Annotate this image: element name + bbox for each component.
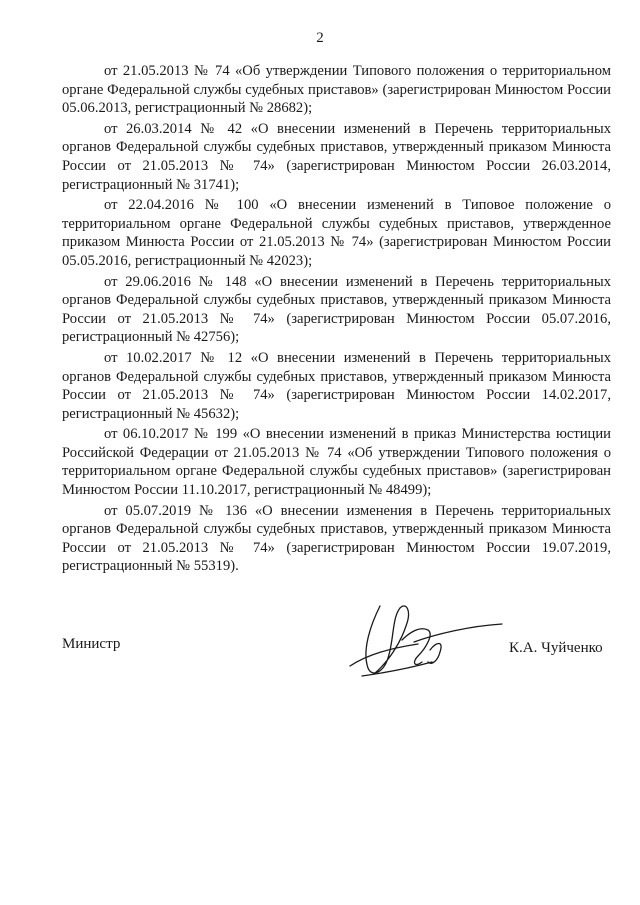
signatory-title: Министр xyxy=(62,636,121,652)
handwritten-signature xyxy=(340,596,510,686)
document-body xyxy=(62,62,611,578)
list-item: от 10.02.2017 № 12 «О внесении изменений в Перечень территориальных органов Федеральной службы судебных приставов, утвержденный приказом Минюста России от 21.05.2013 № 74» (зарегистрирован Минюстом России 14.02.2017, регистрационный № 45632); xyxy=(62,349,611,422)
list-item: от 06.10.2017 № 199 «О внесении изменений в приказ Министерства юстиции Российской Федерации от 21.05.2013 № 74 «Об утверждении Типового положения о территориальном органе Федеральной службы судебных приставов» (зарегистрирован Минюстом России 11.10.2017, регистрационный № 48499); xyxy=(62,426,611,499)
list-item: от 21.05.2013 № 74 «Об утверждении Типового положения о территориальном органе Федеральной службы судебных приставов» (зарегистрирован Минюстом России 05.06.2013, регистрационный № 28682); xyxy=(62,63,611,117)
list-item: от 29.06.2016 № 148 «О внесении изменений в Перечень территориальных органов Федеральной службы судебных приставов, утвержденный приказом Минюста России от 21.05.2013 № 74» (зарегистрирован Минюстом России 05.07.2016, регистрационный № 42756); xyxy=(62,273,611,346)
list-item: от 22.04.2016 № 100 «О внесении изменений в Типовое положение о территориальном органе Федеральной службы судебных приставов, утвержденное приказом Минюста России от 21.05.2013 № 74» (зарегистрирован Минюстом России 05.05.2016, регистрационный № 42023); xyxy=(62,197,611,269)
signatory-name: К.А. Чуйченко xyxy=(509,640,603,656)
page-number: 2 xyxy=(316,30,324,46)
list-item: от 05.07.2019 № 136 «О внесении изменения в Перечень территориальных органов Федеральной службы судебных приставов, утвержденный приказом Минюста России от 21.05.2013 № 74» (зарегистрирован Минюстом России 19.07.2019, регистрационный № 55319). xyxy=(62,502,611,575)
list-item: от 26.03.2014 № 42 «О внесении изменений в Перечень территориальных органов Федеральной службы судебных приставов, утвержденный приказом Минюста России от 21.05.2013 № 74» (зарегистрирован Минюстом России 26.03.2014, регистрационный № 31741); xyxy=(62,120,611,193)
